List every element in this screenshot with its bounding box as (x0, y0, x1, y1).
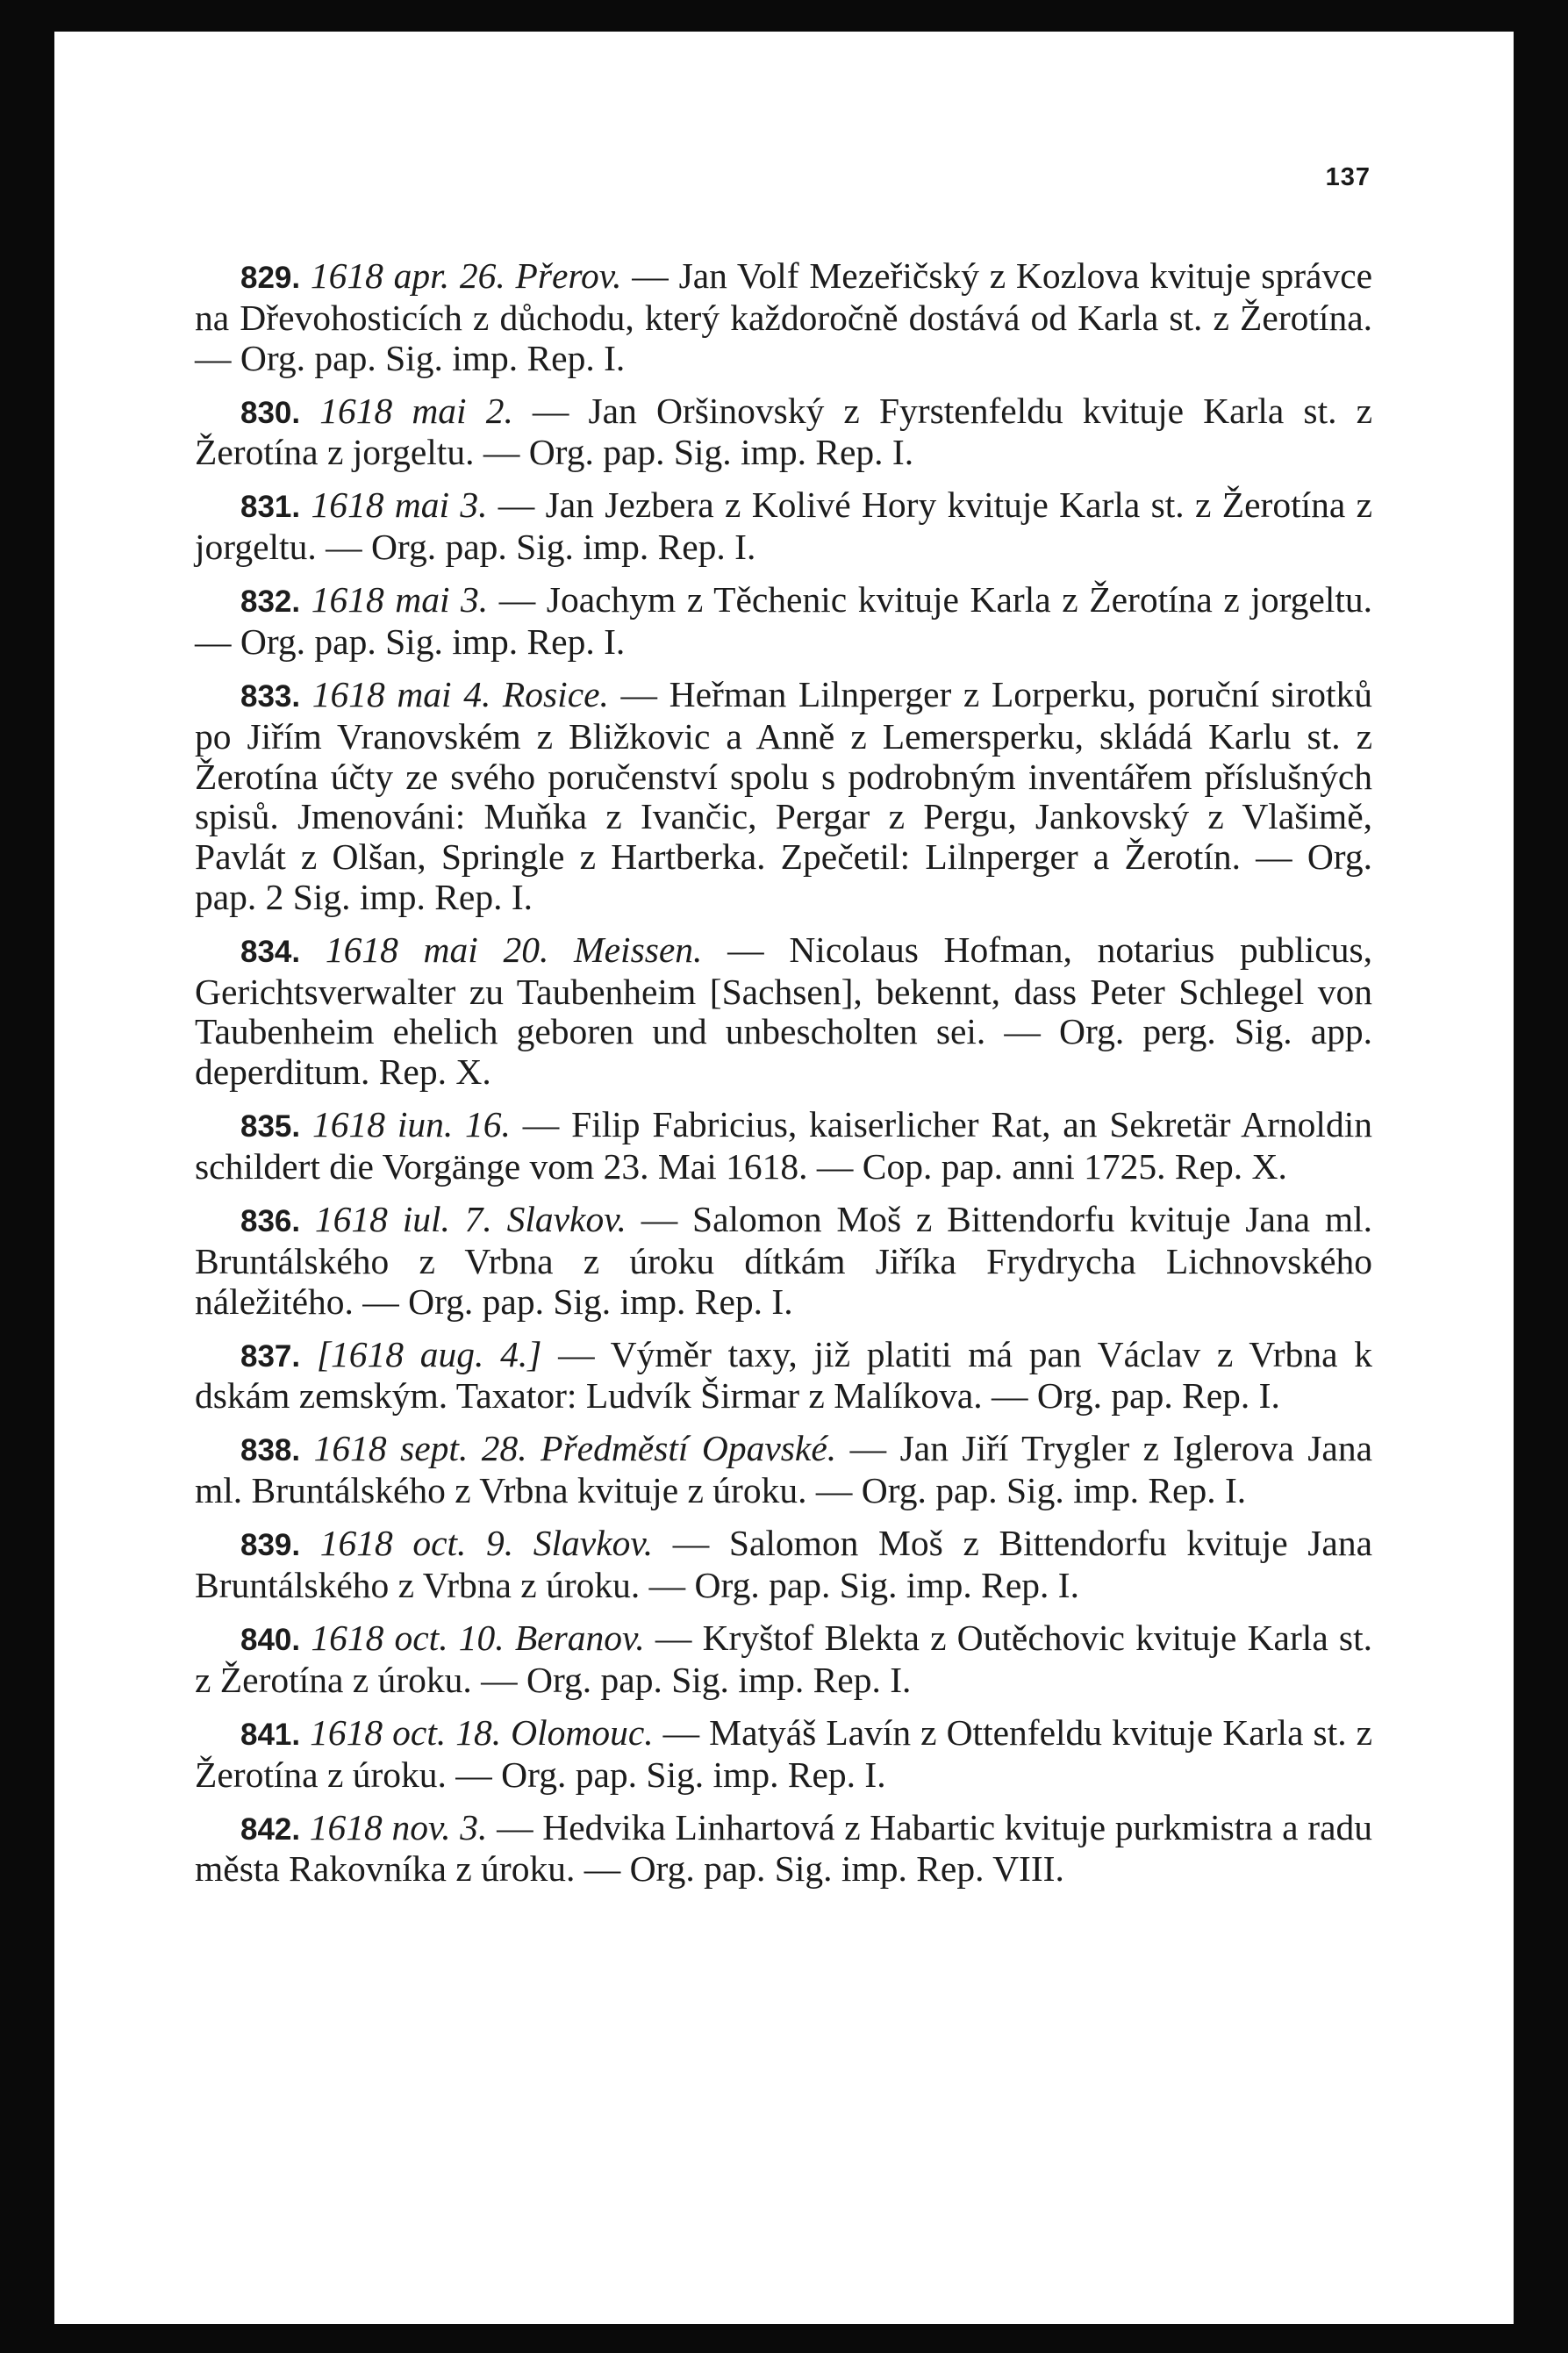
entry-date: 1618 mai 4. Rosice. (311, 673, 609, 714)
entry-text: — Salomon Moš z Bittendorfu kvituje Jana ml. Bruntálského z Vrbna z úroku dítkám Jiříka Frydrycha Lichnovského náležitého. — Org. pap. Sig. imp. Rep. I. (195, 1199, 1373, 1322)
document-page (54, 32, 1514, 2324)
entry-date: 1618 mai 3. (311, 484, 488, 526)
entry-text: — Matyáš Lavín z Ottenfeldu kvituje Karla st. z Žerotína z úroku. — Org. pap. Sig. imp. Rep. I. (195, 1711, 1372, 1795)
entry-text: — Jan Jezbera z Kolivé Hory kvituje Karla st. z Žerotína z jorgeltu. — Org. pap. Sig. imp. Rep. I. (195, 484, 1373, 568)
page-number: 137 (1325, 163, 1371, 191)
entry-text: — Filip Fabricius, kaiserlicher Rat, an Sekretär Arnoldin schildert die Vorgänge vom 23. Mai 1618. — Cop. pap. anni 1725. Rep. X. (195, 1104, 1372, 1187)
entry-837 (195, 1335, 1372, 1417)
entry-date: 1618 oct. 18. Olomouc. (310, 1711, 654, 1753)
entry-date: 1618 sept. 28. Předměstí Opavské. (313, 1428, 837, 1469)
entry-number: 832. (240, 585, 301, 620)
entry-number: 840. (240, 1622, 301, 1657)
entry-number: 838. (240, 1433, 301, 1468)
entry-date: 1618 iul. 7. Slavkov. (314, 1199, 626, 1240)
entry-838 (195, 1429, 1372, 1511)
entry-text: — Výměr taxy, již platiti má pan Václav z Vrbna k dskám zemským. Taxator: Ludvík Širmar z Malíkova. — Org. pap. Rep. I. (195, 1333, 1373, 1417)
entry-date: 1618 iun. 16. (311, 1104, 511, 1145)
entry-date: 1618 nov. 3. (309, 1806, 488, 1847)
entry-number: 842. (240, 1811, 301, 1847)
entry-number: 839. (240, 1528, 301, 1563)
entry-text: — Jan Volf Mezeřičský z Kozlova kvituje správce na Dřevohosticích z důchodu, který každoročně dostává od Karla st. z Žerotína. — Org. pap. Sig. imp. Rep. I. (195, 255, 1373, 378)
entry-text: — Heřman Lilnperger z Lorperku, poruční sirotků po Jiřím Vranovském z Bližkovic a Anně z Lemersperku, skládá Karlu st. z Žerotína účty ze svého poručenství spolu s podrobným inventářem příslušných spisů. Jmenováni: Muňka z Ivančic, Pergar z Pergu, Jankovský z Vlašimě, Pavlát z Olšan, Springle z Hartberka. Zpečetil: Lilnperger a Žerotín. — Org. pap. 2 Sig. imp. Rep. I. (195, 673, 1372, 917)
entry-date: 1618 mai 20. Meissen. (325, 929, 703, 970)
entry-text: — Jan Jiří Trygler z Iglerova Jana ml. Bruntálského z Vrbna kvituje z úroku. — Org. pap. Sig. imp. Rep. I. (195, 1428, 1373, 1511)
entry-836 (195, 1200, 1372, 1322)
entry-text: — Hedvika Linhartová z Habartic kvituje purkmistra a radu města Rakovníka z úroku. — Org. pap. Sig. imp. Rep. VIII. (195, 1806, 1372, 1890)
entry-841 (195, 1713, 1372, 1796)
entry-number: 833. (240, 678, 301, 714)
entry-number: 836. (240, 1204, 301, 1239)
entry-date: 1618 apr. 26. Přerov. (310, 255, 622, 296)
entry-number: 829. (240, 261, 301, 295)
entry-text: — Kryštof Blekta z Outěchovic kvituje Karla st. z Žerotína z úroku. — Org. pap. Sig. imp. Rep. I. (195, 1617, 1372, 1700)
entry-number: 831. (240, 490, 301, 525)
entry-text: — Salomon Moš z Bittendorfu kvituje Jana Bruntálského z Vrbna z úroku. — Org. pap. Sig. imp. Rep. I. (195, 1523, 1373, 1605)
entry-840 (195, 1618, 1372, 1701)
entry-text: — Nicolaus Hofman, notarius publicus, Gerichtsverwalter zu Taubenheim [Sachsen], bekennt, dass Peter Schlegel von Taubenheim ehelich geboren und unbescholten sei. — Org. perg. Sig. app. deperditum. Rep. X. (195, 929, 1373, 1093)
entry-832 (195, 580, 1372, 663)
entry-830 (195, 391, 1372, 474)
entry-835 (195, 1105, 1372, 1187)
entry-list (195, 256, 1372, 1902)
entry-834 (195, 930, 1372, 1093)
entry-833 (195, 675, 1372, 918)
entry-number: 830. (240, 395, 301, 430)
entry-number: 841. (240, 1717, 301, 1752)
entry-date: 1618 oct. 9. Slavkov. (319, 1523, 654, 1564)
entry-842 (195, 1808, 1372, 1890)
entry-number: 834. (240, 934, 301, 969)
entry-date: 1618 oct. 10. Beranov. (311, 1617, 645, 1658)
entry-text: — Jan Oršinovský z Fyrstenfeldu kvituje Karla st. z Žerotína z jorgeltu. — Org. pap. Sig. imp. Rep. I. (195, 390, 1373, 473)
entry-number: 835. (240, 1109, 301, 1144)
entry-date: 1618 mai 3. (311, 579, 489, 621)
entry-831 (195, 485, 1372, 568)
entry-date: [1618 aug. 4.] (316, 1333, 542, 1374)
entry-text: — Joachym z Těchenic kvituje Karla z Žerotína z jorgeltu. — Org. pap. Sig. imp. Rep. I. (195, 579, 1373, 662)
entry-839 (195, 1524, 1372, 1606)
entry-829 (195, 256, 1372, 378)
entry-number: 837. (240, 1338, 301, 1374)
entry-date: 1618 mai 2. (319, 390, 513, 431)
